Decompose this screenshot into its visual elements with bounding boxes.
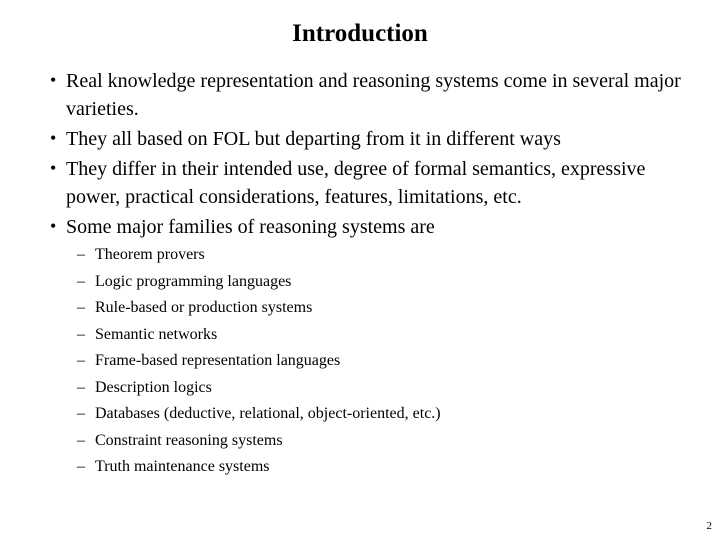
sub-bullet-item: – Frame-based representation languages <box>77 348 682 375</box>
sub-bullet-item: – Truth maintenance systems <box>77 454 682 481</box>
sub-bullet-item: – Databases (deductive, relational, object-oriented, etc.) <box>77 401 682 428</box>
bullet-item <box>50 67 682 123</box>
bullet-item <box>50 125 682 153</box>
bullet-item <box>50 155 682 211</box>
sub-bullet-item: – Rule-based or production systems <box>77 295 682 322</box>
sub-bullet-item: – Semantic networks <box>77 322 682 349</box>
bullet-text: Real knowledge representation and reasoning systems come in several major varieties. <box>66 70 681 120</box>
bullet-text: They differ in their intended use, degree of formal semantics, expressive power, practical considerations, features, limitations, etc. <box>66 158 646 208</box>
bullet-item <box>50 213 682 481</box>
bullet-text: They all based on FOL but departing from it in different ways <box>66 128 561 150</box>
sub-bullet-item: – Constraint reasoning systems <box>77 428 682 455</box>
sub-bullet-list <box>66 242 682 481</box>
sub-bullet-item: – Theorem provers <box>77 242 682 269</box>
sub-bullet-item: – Description logics <box>77 375 682 402</box>
page-number: 2 <box>706 520 712 532</box>
page-title: Introduction <box>292 20 428 47</box>
bullet-list <box>0 67 720 481</box>
bullet-text: Some major families of reasoning systems are <box>66 216 435 238</box>
sub-bullet-item: – Logic programming languages <box>77 269 682 296</box>
